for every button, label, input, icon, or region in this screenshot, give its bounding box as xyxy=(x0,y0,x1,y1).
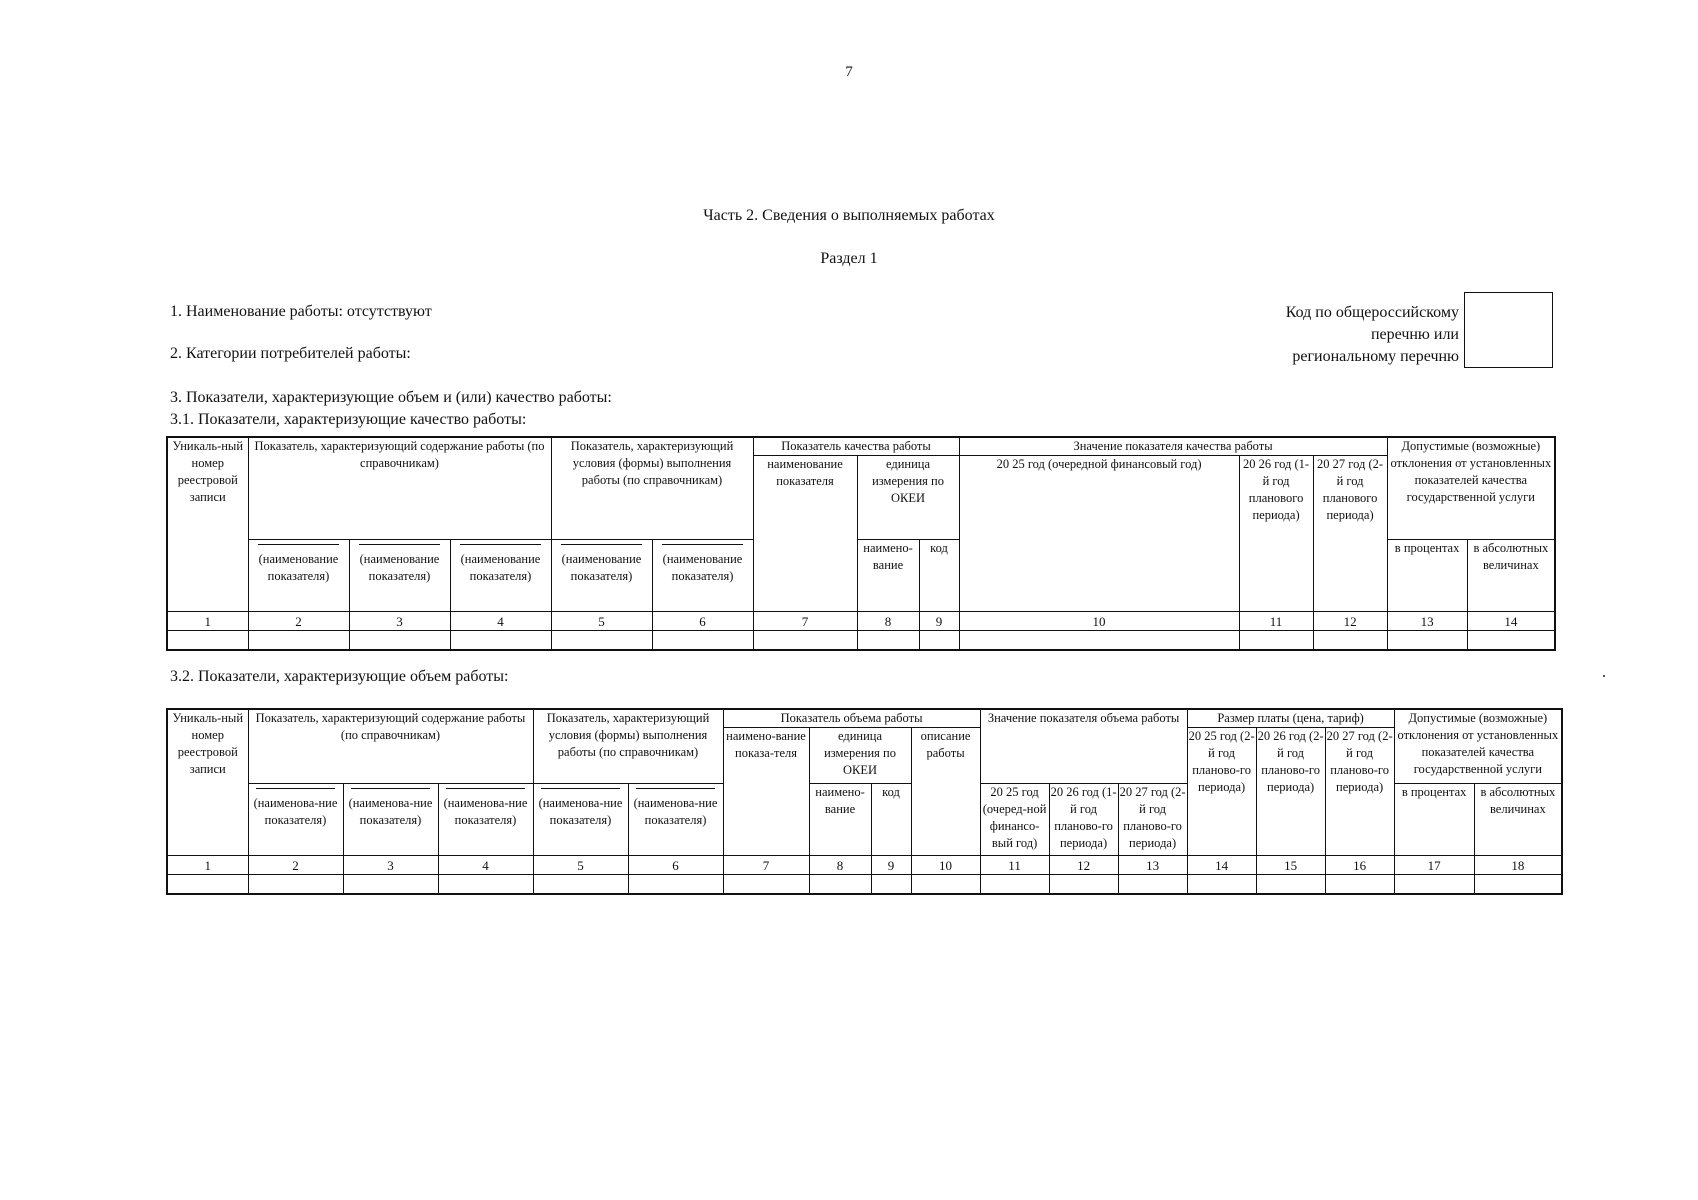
percent-header: в процентах xyxy=(1387,540,1467,612)
column-number: 6 xyxy=(652,612,753,631)
column-number: 15 xyxy=(1256,856,1325,875)
column-number: 8 xyxy=(809,856,871,875)
column-number: 14 xyxy=(1467,612,1555,631)
unit-code-header: код xyxy=(871,784,911,856)
column-number: 14 xyxy=(1187,856,1256,875)
sub-indicator-label: (наименова-ние показателя) xyxy=(348,796,433,827)
unit-code-header: код xyxy=(919,540,959,612)
blank-line xyxy=(561,544,641,545)
sub-indicator-cell xyxy=(551,540,652,612)
column-number: 1 xyxy=(167,856,248,875)
sub-indicator-cell xyxy=(248,540,349,612)
sub-indicator-label: (наименование показателя) xyxy=(561,552,642,583)
column-number: 5 xyxy=(533,856,628,875)
blank-line xyxy=(460,544,540,545)
work-description-header: описание работы xyxy=(911,728,980,856)
okei-unit-header: единица измерения по ОКЕИ xyxy=(857,456,959,540)
work-name-line: 1. Наименование работы: отсутствуют xyxy=(170,303,432,320)
unit-name-header: наимено-вание xyxy=(809,784,871,856)
scan-speck xyxy=(1603,675,1605,677)
column-number: 9 xyxy=(871,856,911,875)
column-number: 12 xyxy=(1049,856,1118,875)
part-title: Часть 2. Сведения о выполняемых работах xyxy=(703,207,995,224)
sub-indicator-label: (наименова-ние показателя) xyxy=(633,796,718,827)
sub-indicator-cell xyxy=(343,784,438,856)
section-3-2-heading: 3.2. Показатели, характеризующие объем работы: xyxy=(170,668,509,685)
fee-year-2025-header: 20 25 год (2-й год планово-го периода) xyxy=(1187,728,1256,856)
blank-line xyxy=(636,788,715,789)
column-number: 11 xyxy=(980,856,1049,875)
column-number: 8 xyxy=(857,612,919,631)
blank-line xyxy=(351,788,430,789)
column-number: 17 xyxy=(1394,856,1474,875)
volume-year-2027-header: 20 27 год (2-й год планово-го периода) xyxy=(1118,784,1187,856)
sub-indicator-label: (наименование показателя) xyxy=(460,552,541,583)
quality-value-header: Значение показателя качества работы xyxy=(959,437,1387,456)
column-number: 13 xyxy=(1387,612,1467,631)
empty-data-row xyxy=(167,875,1562,894)
page-number: 7 xyxy=(845,64,853,80)
column-number: 2 xyxy=(248,612,349,631)
year-2027-header: 20 27 год (2-й год планового периода) xyxy=(1313,456,1387,612)
registry-code-box xyxy=(1464,292,1553,368)
column-number: 5 xyxy=(551,612,652,631)
column-number: 16 xyxy=(1325,856,1394,875)
okei-unit-header: единица измерения по ОКЕИ xyxy=(809,728,911,784)
registry-code-label-line-2: перечню или xyxy=(1370,326,1459,343)
column-number: 12 xyxy=(1313,612,1387,631)
deviation-header: Допустимые (возможные) отклонения от установленных показателей качества государственной услуги xyxy=(1394,709,1562,784)
column-number: 10 xyxy=(959,612,1239,631)
sub-indicator-cell xyxy=(438,784,533,856)
sub-indicator-cell xyxy=(533,784,628,856)
column-number: 11 xyxy=(1239,612,1313,631)
column-number: 18 xyxy=(1474,856,1562,875)
column-number: 9 xyxy=(919,612,959,631)
blank-line xyxy=(256,788,335,789)
column-number: 7 xyxy=(753,612,857,631)
sub-indicator-label: (наименова-ние показателя) xyxy=(538,796,623,827)
fee-year-2027-header: 20 27 год (2-й год планово-го периода) xyxy=(1325,728,1394,856)
column-number: 1 xyxy=(167,612,248,631)
sub-indicator-label: (наименование показателя) xyxy=(359,552,440,583)
column-number: 4 xyxy=(438,856,533,875)
volume-year-2026-header: 20 26 год (1-й год планово-го периода) xyxy=(1049,784,1118,856)
column-number: 6 xyxy=(628,856,723,875)
volume-year-2025-header: 20 25 год (очеред-ной финансо-вый год) xyxy=(980,784,1049,856)
section-3-heading: 3. Показатели, характеризующие объем и (или) качество работы: xyxy=(170,389,612,406)
sub-indicator-label: (наименование показателя) xyxy=(258,552,339,583)
conditions-indicator-header: Показатель, характеризующий условия (формы) выполнения работы (по справочникам) xyxy=(533,709,723,784)
unit-name-header: наимено-вание xyxy=(857,540,919,612)
blank-line xyxy=(662,544,742,545)
indicator-name-header: наимено-вание показа-теля xyxy=(723,728,809,856)
sub-indicator-cell xyxy=(450,540,551,612)
registry-code-label-line-1: Код по общероссийскому xyxy=(1285,304,1459,321)
sub-indicator-cell xyxy=(628,784,723,856)
column-number: 3 xyxy=(349,612,450,631)
section-3-1-heading: 3.1. Показатели, характеризующие качество работы: xyxy=(170,411,527,428)
absolute-header: в абсолютных величинах xyxy=(1467,540,1555,612)
volume-indicators-table xyxy=(166,708,1563,895)
column-number: 10 xyxy=(911,856,980,875)
column-number: 7 xyxy=(723,856,809,875)
sub-indicator-cell xyxy=(248,784,343,856)
section-title: Раздел 1 xyxy=(820,250,878,267)
registry-code-label xyxy=(1286,302,1459,368)
column-number: 2 xyxy=(248,856,343,875)
blank-line xyxy=(258,544,338,545)
column-number: 4 xyxy=(450,612,551,631)
volume-indicator-header: Показатель объема работы xyxy=(723,709,980,728)
unique-number-header: Уникаль-ный номер реестровой записи xyxy=(167,437,248,612)
sub-indicator-label: (наименование показателя) xyxy=(662,552,743,583)
consumers-line: 2. Категории потребителей работы: xyxy=(170,345,411,362)
indicator-name-header: наименование показателя xyxy=(753,456,857,612)
content-indicator-header: Показатель, характеризующий содержание работы (по справочникам) xyxy=(248,709,533,784)
empty-data-row xyxy=(167,631,1555,650)
blank-line xyxy=(541,788,620,789)
content-indicator-header: Показатель, характеризующий содержание работы (по справочникам) xyxy=(248,437,551,540)
volume-value-header: Значение показателя объема работы xyxy=(980,709,1187,784)
quality-indicators-table xyxy=(166,436,1556,651)
year-2026-header: 20 26 год (1-й год планового периода) xyxy=(1239,456,1313,612)
sub-indicator-label: (наименова-ние показателя) xyxy=(253,796,338,827)
sub-indicator-cell xyxy=(349,540,450,612)
quality-indicator-header: Показатель качества работы xyxy=(753,437,959,456)
column-number: 13 xyxy=(1118,856,1187,875)
blank-line xyxy=(446,788,525,789)
registry-code-label-line-3: региональному перечню xyxy=(1292,348,1459,365)
year-2025-header: 20 25 год (очередной финансовый год) xyxy=(959,456,1239,612)
sub-indicator-cell xyxy=(652,540,753,612)
percent-header: в процентах xyxy=(1394,784,1474,856)
deviation-header: Допустимые (возможные) отклонения от установленных показателей качества государственной услуги xyxy=(1387,437,1555,540)
fee-year-2026-header: 20 26 год (2-й год планово-го периода) xyxy=(1256,728,1325,856)
fee-header: Размер платы (цена, тариф) xyxy=(1187,709,1394,728)
unique-number-header: Уникаль-ный номер реестровой записи xyxy=(167,709,248,856)
conditions-indicator-header: Показатель, характеризующий условия (формы) выполнения работы (по справочникам) xyxy=(551,437,753,540)
sub-indicator-label: (наименова-ние показателя) xyxy=(443,796,528,827)
blank-line xyxy=(359,544,439,545)
absolute-header: в абсолютных величинах xyxy=(1474,784,1562,856)
column-number: 3 xyxy=(343,856,438,875)
